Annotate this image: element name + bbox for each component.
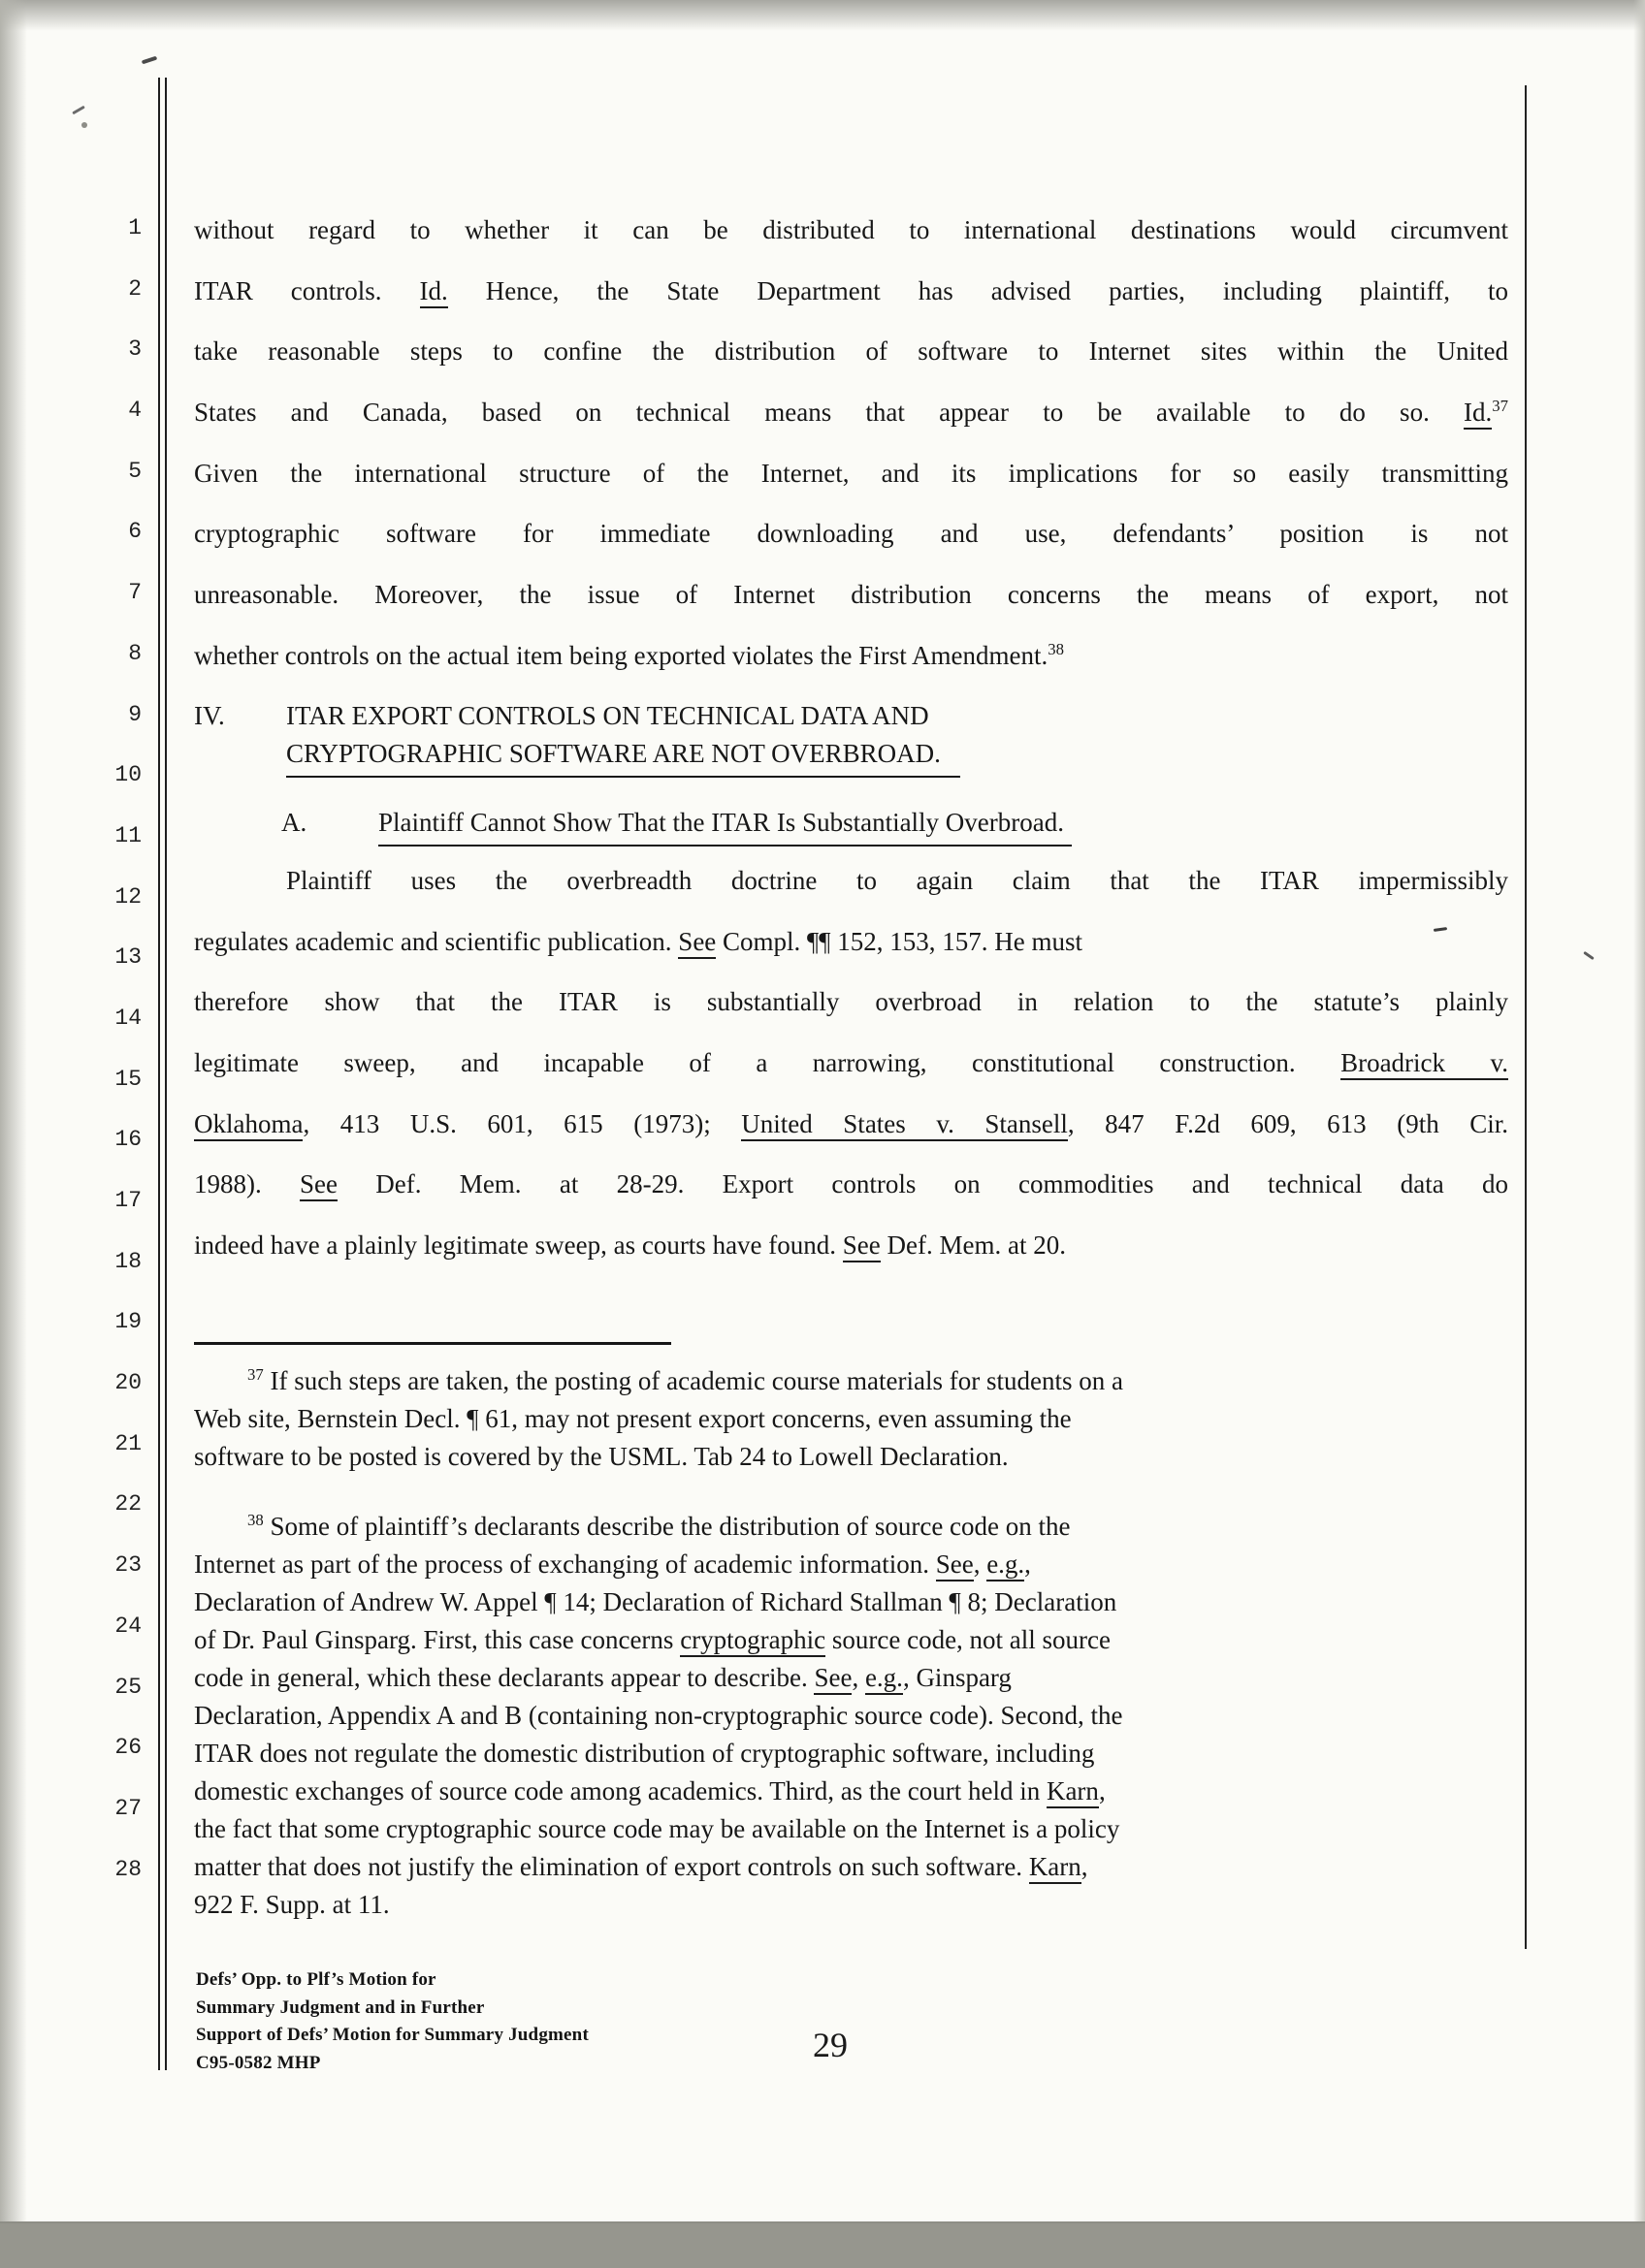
subsection-heading-text: Plaintiff Cannot Show That the ITAR Is Substantially Overbroad. [378, 803, 1072, 847]
right-margin-rule [1525, 85, 1527, 1949]
lineno: 17 [114, 1188, 142, 1213]
text-line: Plaintiff uses the overbreadth doctrine to again claim that the ITAR impermissibly [286, 866, 1508, 895]
text-line: Oklahoma, 413 U.S. 601, 615 (1973); United States v. Stansell, 847 F.2d 609, 613 (9th Cir. [194, 1094, 1508, 1155]
section-number: IV. [194, 701, 225, 730]
text-line: the fact that some cryptographic source code may be available on the Internet is a policy [194, 1814, 1120, 1843]
text-line: legitimate sweep, and incapable of a narrowing, constitutional construction. Broadrick v. [194, 1033, 1508, 1094]
lineno: 10 [114, 762, 142, 788]
lineno: 23 [114, 1552, 142, 1579]
lineno: 19 [114, 1309, 142, 1335]
text-line: Declaration of Andrew W. Appel ¶ 14; Declaration of Richard Stallman ¶ 8; Declaration [194, 1587, 1117, 1616]
lineno: 15 [114, 1066, 142, 1092]
text-line: regulates academic and scientific publication. See Compl. ¶¶ 152, 153, 157. He must [194, 911, 1508, 973]
scan-shadow-top [0, 0, 1645, 31]
text-line: code in general, which these declarants appear to describe. See, e.g., Ginsparg [194, 1659, 1525, 1697]
text-line: $^{37}$ If such steps are taken, the posting of academic course materials for students on a [247, 1365, 1123, 1395]
text-line: Given the international structure of the Internet, and its implications for so easily transmitting [194, 458, 1508, 488]
subsection-number: A. [281, 808, 307, 837]
text-line: whether controls on the actual item being exported violates the First Amendment.$^{38}$ [194, 639, 1065, 670]
lineno: 6 [128, 519, 142, 545]
text-line: indeed have a plainly legitimate sweep, as courts have found. See Def. Mem. at 20. [194, 1215, 1508, 1276]
lineno: 14 [114, 1005, 142, 1031]
line-number-column [93, 198, 142, 1900]
text-line: 1988). See Def. Mem. at 28-29. Export controls on commodities and technical data do [194, 1154, 1508, 1215]
lineno: 13 [114, 944, 142, 971]
pleading-double-rule-inner [165, 78, 167, 2070]
footnote-38 [194, 1508, 1525, 1924]
text-line: $^{38}$ Some of plaintiff’s declarants describe the distribution of source code on the [247, 1511, 1071, 1541]
lineno: 9 [128, 701, 142, 727]
lineno: 27 [114, 1795, 142, 1821]
section-heading-line2: CRYPTOGRAPHIC SOFTWARE ARE NOT OVERBROAD. [286, 734, 960, 778]
lineno: 26 [114, 1735, 142, 1761]
text-line: ITAR does not regulate the domestic distribution of cryptographic software, including [194, 1739, 1095, 1768]
text-line: Web site, Bernstein Decl. ¶ 61, may not present export concerns, even assuming the [194, 1404, 1072, 1433]
lineno: 25 [114, 1674, 142, 1700]
paragraph-block [194, 850, 1508, 1276]
section-heading-line1: ITAR EXPORT CONTROLS ON TECHNICAL DATA AND [286, 701, 929, 730]
footer-line: C95-0582 MHP [196, 2052, 321, 2073]
footnote-37 [194, 1362, 1525, 1476]
text-line: therefore show that the ITAR is substantially overbroad in relation to the statute’s plainly [194, 987, 1508, 1017]
lineno: 16 [114, 1127, 142, 1153]
lineno: 8 [128, 640, 142, 666]
lineno: 12 [114, 883, 142, 910]
text-line: of Dr. Paul Ginsparg. First, this case concerns cryptographic source code, not all source [194, 1621, 1525, 1659]
pleading-double-rule-outer [158, 78, 160, 2070]
lineno: 22 [114, 1491, 142, 1517]
document-footer [196, 1966, 589, 2077]
text-line: take reasonable steps to confine the distribution of software to Internet sites within the United [194, 336, 1508, 367]
text-line: 922 F. Supp. at 11. [194, 1890, 390, 1919]
lineno: 21 [114, 1430, 142, 1456]
text-line: matter that does not justify the elimination of export controls on such software. Karn, [194, 1848, 1525, 1886]
text-line: States and Canada, based on technical means that appear to be available to do so. Id.$^{37}$ [194, 382, 1508, 443]
lineno: 7 [128, 580, 142, 606]
text-line: Declaration, Appendix A and B (containing non-cryptographic source code). Second, the [194, 1701, 1123, 1730]
lineno: 4 [128, 398, 142, 424]
lineno: 20 [114, 1370, 142, 1396]
text-line: unreasonable. Moreover, the issue of Internet distribution concerns the means of export, not [194, 580, 1508, 610]
scan-shadow-right [1633, 0, 1645, 2223]
text-line: without regard to whether it can be distributed to international destinations would circumvent [194, 215, 1508, 244]
lineno: 5 [128, 458, 142, 484]
page-number: 29 [813, 2026, 848, 2064]
lineno: 24 [114, 1613, 142, 1639]
body-text-block [194, 200, 1508, 687]
text-line: Internet as part of the process of exchanging of academic information. See, e.g., [194, 1546, 1525, 1583]
footer-line: Defs’ Opp. to Plf’s Motion for [196, 1969, 436, 1990]
text-line: ITAR controls. Id. Hence, the State Department has advised parties, including plaintiff, to [194, 261, 1508, 322]
text-line: domestic exchanges of source code among academics. Third, as the court held in Karn, [194, 1773, 1525, 1810]
lineno: 1 [128, 215, 142, 240]
footer-line: Support of Defs’ Motion for Summary Judgment [196, 2025, 589, 2045]
footnote-separator-rule [194, 1342, 671, 1345]
text-line: software to be posted is covered by the USML. Tab 24 to Lowell Declaration. [194, 1442, 1009, 1471]
scan-shadow-left [0, 0, 27, 2223]
lineno: 11 [114, 822, 142, 848]
lineno: 2 [128, 275, 142, 302]
footer-line: Summary Judgment and in Further [196, 1996, 485, 2018]
lineno: 18 [114, 1248, 142, 1274]
lineno: 3 [128, 336, 142, 363]
text-line: cryptographic software for immediate downloading and use, defendants’ position is not [194, 519, 1508, 549]
lineno: 28 [114, 1856, 142, 1882]
scan-artifact [81, 122, 87, 128]
scan-edge-bottom [0, 2221, 1645, 2268]
